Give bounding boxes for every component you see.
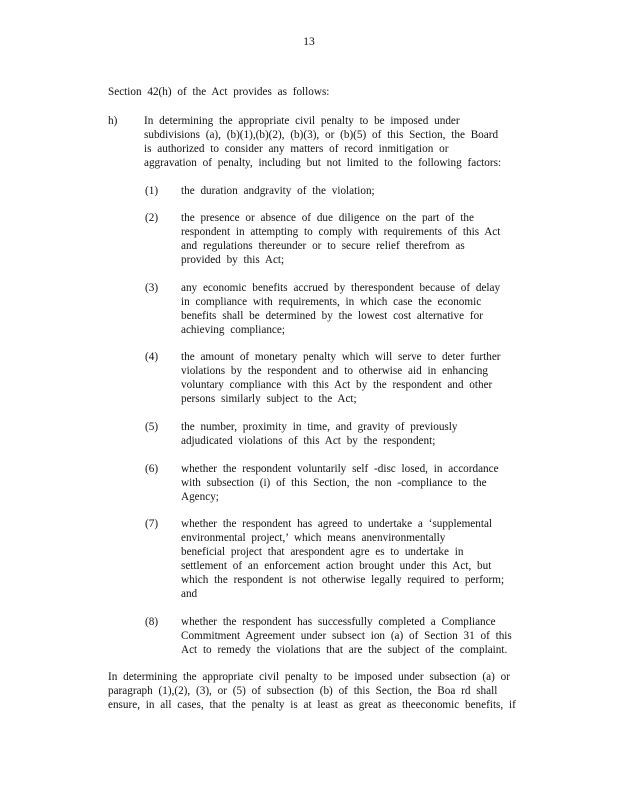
factor-text [181,517,511,601]
factor-number: (4) [145,351,159,363]
factor-line: achieving compliance; [181,324,285,336]
intro-text: Section 42(h) of the Act provides as follows: [108,86,330,98]
page-number: 13 [303,36,315,48]
factor-text [181,420,511,448]
factor-text [181,615,511,657]
paragraph-text [144,114,504,170]
factor-number: (3) [145,282,159,294]
factor-line: which the respondent is not otherwise legally required to perform; [181,574,505,586]
factor-line: persons similarly subject to the Act; [181,393,357,405]
factor-line: beneficial project that arespondent agre es to undertake in [181,546,464,558]
factor-number: (6) [145,463,159,475]
factor-text [181,462,511,504]
factor-line: violations by the respondent and to otherwise aid in enhancing [181,365,488,377]
closing-paragraph [108,670,516,712]
factor-line: whether the respondent has successfully completed a Compliance [181,616,496,628]
factor-line: the amount of monetary penalty which will serve to deter further [181,351,501,363]
closing-line: In determining the appropriate civil penalty to be imposed under subsection (a) or [108,671,510,683]
factor-line: the presence or absence of due diligence on the part of the [181,212,474,224]
factor-text [181,184,511,198]
factor-line: provided by this Act; [181,254,285,266]
factor-line: environmental project,’ which means anenvironmentally [181,532,446,544]
factor-number: (5) [145,421,159,433]
factor-line: respondent in attempting to comply with requirements of this Act [181,226,501,238]
factor-line: the number, proximity in time, and gravity of previously [181,421,458,433]
paragraph-line: aggravation of penalty, including but not limited to the following factors: [144,157,502,169]
factor-line: with subsection (i) of this Section, the non -compliance to the [181,477,487,489]
factor-line: Agency; [181,491,219,503]
factor-line: whether the respondent voluntarily self -disc losed, in accordance [181,463,499,475]
factor-number: (2) [145,212,159,224]
factor-line: benefits shall be determined by the lowest cost alternative for [181,310,483,322]
factor-number: (7) [145,518,159,530]
paragraph-line: In determining the appropriate civil penalty to be imposed under [144,115,460,127]
factor-line: whether the respondent has agreed to undertake a ‘supplemental [181,518,493,530]
paragraph-label: h) [108,115,118,127]
factor-line: and [181,588,198,600]
factor-text [181,350,511,406]
factor-line: and regulations thereunder or to secure relief therefrom as [181,240,465,252]
paragraph-line: is authorized to consider any matters of record inmitigation or [144,143,449,155]
closing-line: paragraph (1),(2), (3), or (5) of subsection (b) of this Section, the Boa rd shall [108,685,498,697]
paragraph-line: subdivisions (a), (b)(1),(b)(2), (b)(3), or (b)(5) of this Section, the Board [144,129,499,141]
factor-line: settlement of an enforcement action brought under this Act, but [181,560,492,572]
factor-line: the duration andgravity of the violation; [181,185,375,197]
factor-line: Act to remedy the violations that are the subject of the complaint. [181,644,508,656]
closing-line: ensure, in all cases, that the penalty is at least as great as theeconomic benefits, if [108,699,516,711]
factor-text [181,281,511,337]
factor-line: adjudicated violations of this Act by the respondent; [181,435,436,447]
factor-line: any economic benefits accrued by therespondent because of delay [181,282,501,294]
factor-number: (1) [145,185,159,197]
factor-line: voluntary compliance with this Act by the respondent and other [181,379,493,391]
factor-number: (8) [145,616,159,628]
factor-line: in compliance with requirements, in which case the economic [181,296,482,308]
factor-line: Commitment Agreement under subsect ion (a) of Section 31 of this [181,630,512,642]
factor-text [181,211,511,267]
